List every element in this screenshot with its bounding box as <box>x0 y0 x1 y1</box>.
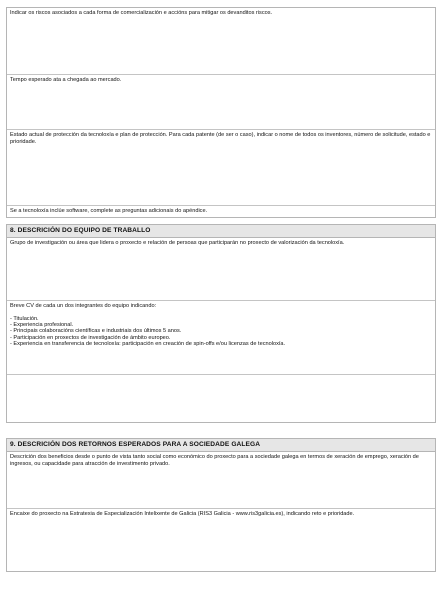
software-note <box>7 205 435 218</box>
team-group-field[interactable] <box>7 238 435 300</box>
risks-prompt: Indicar os riscos asociados a cada forma de comercialización e accións para mitigar os devanditos riscos. <box>10 10 273 16</box>
ris3-field[interactable] <box>7 508 435 572</box>
benefits-field[interactable] <box>7 452 435 508</box>
section-9 <box>6 438 436 572</box>
list-item: - Experiencia profesional. <box>10 322 435 328</box>
time-to-market-field[interactable] <box>7 74 435 129</box>
section-9-title: 9. DESCRICIÓN DOS RETORNOS ESPERADOS PARA A SOCIEDADE GALEGA <box>7 439 435 452</box>
section7-continuation <box>6 7 436 218</box>
list-item: - Principais colaboracións científicas e industriais dos últimos 5 anos. <box>10 328 435 334</box>
ris3-prompt: Encaixe do proxecto na Estratexia de Especialización Intelixente de Galicia (RIS3 Galicia - www.ris3galicia.es), indicando reto e prioridade. <box>10 511 355 517</box>
benefits-prompt: Descrición dos beneficios desde o punto de vista tanto social como económico do proxecto para a sociedade galega en termos de xeración de emprego, xeración de ingresos, ou capacidade para atracción de investimento privado. <box>10 454 419 467</box>
team-cv-field[interactable] <box>7 300 435 374</box>
list-item: - Experiencia en transferencia de tecnoloxía: participación en creación de spin-offs e/ou licenzas de tecnoloxía. <box>10 341 435 347</box>
risks-field[interactable] <box>7 8 435 74</box>
team-cv-prompt: Breve CV de cada un dos integrantes do equipo indicando: <box>10 303 157 309</box>
list-item: - Titulación. <box>10 316 435 322</box>
team-cv-list <box>7 316 435 347</box>
software-prompt: Se a tecnoloxía inclúe software, complete as preguntas adicionais do apéndice. <box>10 208 208 214</box>
section-8 <box>6 224 436 423</box>
team-cv-answer-area[interactable] <box>7 374 435 423</box>
protection-prompt: Estado actual de protección da tecnoloxía e plan de protección. Para cada patente (de ser o caso), indicar o nome de todos os inventores, número de solicitude, estado e prioridade. <box>10 132 431 145</box>
team-group-prompt: Grupo de investigación ou área que lidera o proxecto e relación de persoas que participarán no proxecto de valorización da tecnoloxía. <box>10 240 345 246</box>
section-8-title: 8. DESCRICIÓN DO EQUIPO DE TRABALLO <box>7 225 435 238</box>
protection-field[interactable] <box>7 129 435 205</box>
list-item: - Participación en proxectos de investigación de ámbito europeo. <box>10 335 435 341</box>
time-to-market-prompt: Tempo esperado ata a chegada ao mercado. <box>10 77 122 83</box>
